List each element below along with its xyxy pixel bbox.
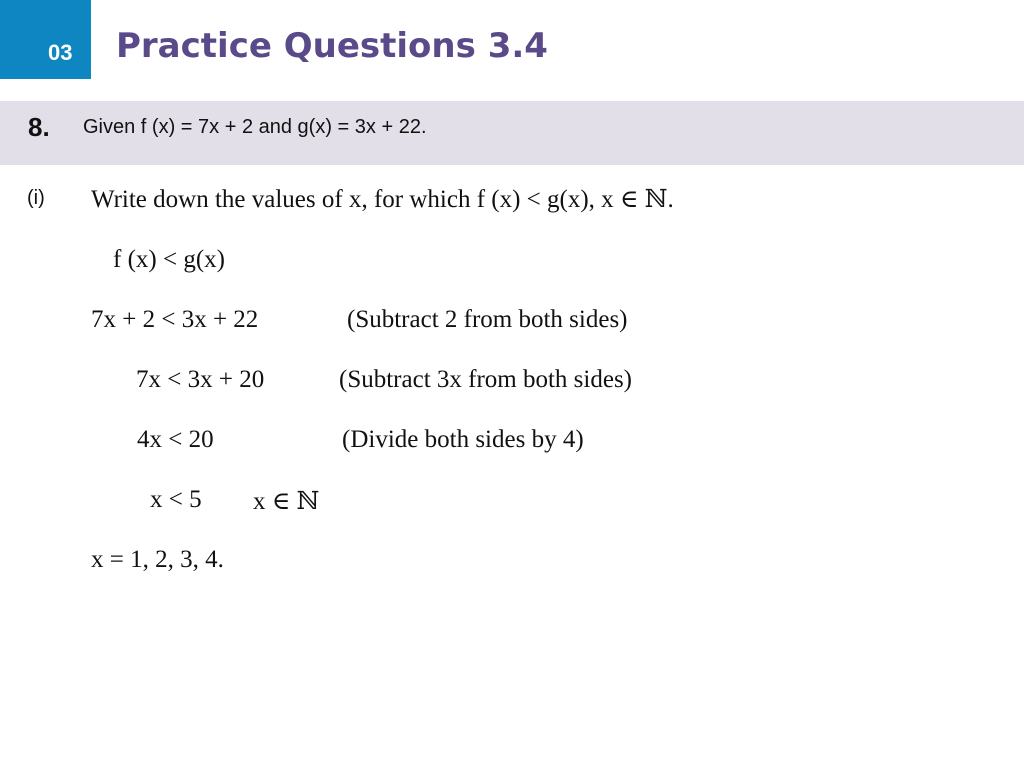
working-step-5-domain: x ∈ ℕ xyxy=(253,488,320,515)
part-label: (i) xyxy=(27,187,45,209)
working-step-4: 4x < 20 xyxy=(137,426,214,453)
working-step-4-note: (Divide both sides by 4) xyxy=(342,426,584,453)
working-step-5: x < 5 xyxy=(150,486,202,513)
page-title: Practice Questions 3.4 xyxy=(116,26,548,66)
section-badge xyxy=(0,0,91,79)
question-number: 8. xyxy=(28,112,50,142)
final-answer: x = 1, 2, 3, 4. xyxy=(91,546,224,573)
working-step-1: f (x) < g(x) xyxy=(113,246,225,273)
section-number: 03 xyxy=(48,40,73,65)
working-step-3-note: (Subtract 3x from both sides) xyxy=(339,366,633,393)
part-instruction: Write down the values of x, for which f (x) < g(x), x ∈ ℕ. xyxy=(91,186,674,213)
working-step-3: 7x < 3x + 20 xyxy=(136,366,265,393)
working-step-2: 7x + 2 < 3x + 22 xyxy=(91,306,259,333)
question-text: Given f (x) = 7x + 2 and g(x) = 3x + 22. xyxy=(83,116,427,138)
working-step-2-note: (Subtract 2 from both sides) xyxy=(347,306,628,333)
